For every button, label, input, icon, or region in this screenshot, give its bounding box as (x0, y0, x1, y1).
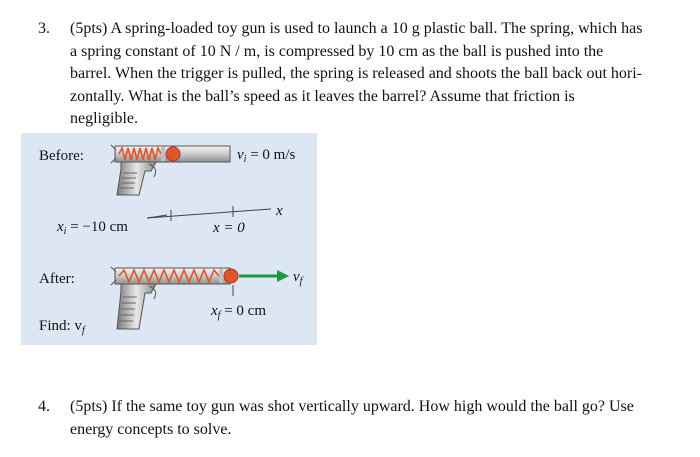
problem-4-line-2: energy concepts to solve. (70, 420, 232, 438)
toy-gun-figure (21, 133, 317, 345)
find-label: Find: $v_f$ (39, 318, 85, 336)
problem-3 (38, 18, 678, 131)
problem-4-line-1: (5pts) If the same toy gun was shot vertically upward. How high would the ball go? Use (70, 398, 634, 415)
x0-label: x = 0 (213, 220, 245, 236)
toy-gun-diagram (21, 133, 317, 345)
before-label: Before: (39, 148, 84, 164)
problem-3-line-4: zontally. What is the ball’s speed as it leaves the barrel? Assume that friction is (70, 87, 575, 105)
xi-label: $x_i = -10$ cm (57, 219, 128, 237)
problem-3-line-1: (5pts) A spring-loaded toy gun is used to launch a 10 g plastic ball. The spring, which has (70, 20, 643, 37)
problem-3-line-5: negligible. (70, 110, 138, 127)
x-axis (147, 203, 283, 221)
after-label: After: (39, 271, 75, 287)
problem-3-number: 3. (38, 20, 50, 37)
vi-label: $v_i = 0$ m/s (237, 147, 296, 165)
problem-4 (38, 396, 678, 441)
problem-4-number: 4. (38, 398, 50, 415)
problem-3-line-2: a spring constant of 10 N / m, is compressed by 10 cm as the ball is pushed into the (70, 42, 604, 60)
gun-before (111, 145, 230, 195)
x-axis-label: x (276, 203, 283, 219)
vf-label: $v_f$ (293, 269, 303, 287)
problem-4-text (70, 396, 678, 441)
problem-3-line-3: barrel. When the trigger is pulled, the spring is released and shoots the ball back out hori- (70, 65, 642, 82)
problem-3-text (70, 18, 678, 131)
xf-label: $x_f = 0$ cm (211, 303, 266, 321)
velocity-arrow (239, 270, 289, 282)
